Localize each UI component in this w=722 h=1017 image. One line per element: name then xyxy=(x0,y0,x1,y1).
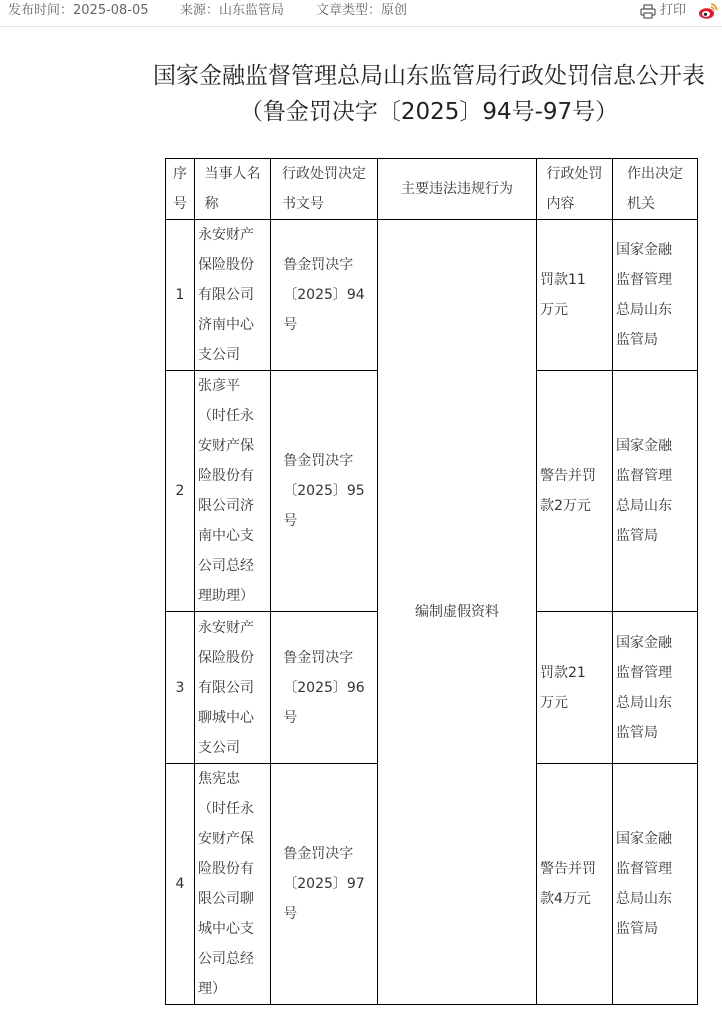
cell-seq xyxy=(166,220,195,371)
cell-line: 内容 xyxy=(546,196,575,212)
cell-line: 万元 xyxy=(540,302,568,318)
header-seq xyxy=(166,159,195,220)
cell-line: 永安财产 xyxy=(198,227,254,243)
cell-line: 鲁金罚决字 xyxy=(283,649,354,666)
meta-divider xyxy=(0,26,722,27)
cell-line: 监督管理 xyxy=(616,468,672,484)
cell-line: 号 xyxy=(283,513,298,529)
header-violation-label: 主要违法违规行为 xyxy=(401,181,513,197)
cell-line: 安财产保 xyxy=(198,831,254,847)
cell-line: 国家金融 xyxy=(616,634,672,651)
cell-line: 支公司 xyxy=(198,739,240,756)
cell-line: 监督管理 xyxy=(616,664,672,681)
cell-doc-number xyxy=(271,612,378,764)
cell-party xyxy=(195,764,271,1005)
cell-line: 城中心支 xyxy=(198,921,254,937)
cell-line: 款4万元 xyxy=(540,891,591,907)
title-line-1: 国家金融监督管理总局山东监管局行政处罚信息公开表 xyxy=(153,63,705,89)
cell-line: 警告并罚 xyxy=(540,861,596,877)
cell-authority xyxy=(613,612,698,764)
cell-line: 监管局 xyxy=(616,724,658,741)
weibo-icon xyxy=(698,2,718,20)
header-party xyxy=(195,159,271,220)
article-type: 文章类型：原创 xyxy=(316,3,408,18)
cell-line: 总局山东 xyxy=(616,694,672,711)
cell-line: 安财产保 xyxy=(198,438,254,454)
cell-line: （时任永 xyxy=(198,408,254,424)
cell-line: 支公司 xyxy=(198,347,240,363)
print-label: 打印 xyxy=(659,3,686,18)
table-header-row xyxy=(166,159,698,220)
cell-line: 罚款11 xyxy=(540,272,586,288)
printer-icon xyxy=(640,4,656,19)
cell-line: 公司总经 xyxy=(198,558,254,574)
cell-violation xyxy=(378,220,537,1005)
cell-line: 监管局 xyxy=(616,921,658,937)
cell-line: 险股份有 xyxy=(198,861,254,877)
cell-line: 作出决定 xyxy=(627,166,683,182)
cell-line: 理） xyxy=(198,981,226,997)
cell-penalty-content xyxy=(537,371,613,612)
title-line-2: （鲁金罚决字〔2025〕94号-97号） xyxy=(239,99,619,125)
cell-line: 公司总经 xyxy=(198,951,254,967)
cell-doc-number xyxy=(271,764,378,1005)
table-row xyxy=(166,220,698,371)
header-penalty-content xyxy=(537,159,613,220)
cell-line: 有限公司 xyxy=(198,287,254,303)
cell-line: 鲁金罚决字 xyxy=(283,846,354,862)
violation-value: 编制虚假资料 xyxy=(415,604,499,620)
cell-line: 当事人名 xyxy=(204,166,261,182)
cell-line: 鲁金罚决字 xyxy=(283,257,354,273)
cell-line: 保险股份 xyxy=(198,649,254,666)
cell-line: 理助理） xyxy=(198,588,254,604)
cell-line: 焦宪忠 xyxy=(198,771,240,787)
cell-line: 号 xyxy=(283,317,298,333)
cell-line: 行政处罚决定 xyxy=(282,166,366,182)
cell-line: 罚款21 xyxy=(540,664,586,681)
cell-doc-number xyxy=(271,371,378,612)
cell-line: 总局山东 xyxy=(616,498,672,514)
cell-doc-number xyxy=(271,220,378,371)
seq-value: 3 xyxy=(175,679,185,696)
cell-party xyxy=(195,220,271,371)
cell-authority xyxy=(613,220,698,371)
cell-line: 国家金融 xyxy=(616,438,672,454)
cell-line: 序 xyxy=(173,166,187,182)
cell-line: （时任永 xyxy=(198,801,254,817)
cell-line: 监管局 xyxy=(616,528,658,544)
cell-line: 警告并罚 xyxy=(540,468,596,484)
cell-line: 限公司济 xyxy=(198,498,254,514)
cell-line: 有限公司 xyxy=(198,679,254,696)
cell-line: 国家金融 xyxy=(616,242,672,258)
article-source: 来源：山东监管局 xyxy=(180,3,285,18)
cell-line: 聊城中心 xyxy=(198,709,254,726)
header-authority xyxy=(613,159,698,220)
seq-value: 2 xyxy=(175,483,185,499)
cell-authority xyxy=(613,371,698,612)
cell-line: 监督管理 xyxy=(616,272,672,288)
cell-line: 南中心支 xyxy=(198,528,254,544)
cell-line: 永安财产 xyxy=(198,619,254,636)
cell-penalty-content xyxy=(537,764,613,1005)
seq-value: 1 xyxy=(175,287,185,303)
cell-line: 〔2025〕94 xyxy=(283,287,365,303)
cell-line: 〔2025〕97 xyxy=(283,876,365,892)
cell-line: 号 xyxy=(283,906,298,922)
cell-line: 款2万元 xyxy=(540,498,591,514)
penalty-table xyxy=(165,158,698,1005)
cell-line: 总局山东 xyxy=(616,302,672,318)
cell-seq xyxy=(166,371,195,612)
cell-line: 机关 xyxy=(627,196,655,212)
article-meta-bar xyxy=(0,0,722,26)
seq-value: 4 xyxy=(175,876,185,892)
cell-line: 〔2025〕95 xyxy=(283,483,365,499)
cell-line: 行政处罚 xyxy=(546,166,603,182)
cell-penalty-content xyxy=(537,220,613,371)
cell-line: 号 xyxy=(283,709,298,726)
cell-line: 总局山东 xyxy=(616,891,672,907)
cell-line: 限公司聊 xyxy=(198,891,254,907)
cell-line: 号 xyxy=(173,196,187,212)
cell-line: 鲁金罚决字 xyxy=(283,453,354,469)
cell-penalty-content xyxy=(537,612,613,764)
cell-authority xyxy=(613,764,698,1005)
cell-line: 万元 xyxy=(540,694,568,711)
page-title xyxy=(0,58,722,130)
cell-line: 国家金融 xyxy=(616,831,672,847)
cell-seq xyxy=(166,764,195,1005)
cell-party xyxy=(195,612,271,764)
share-weibo-button[interactable] xyxy=(698,2,718,20)
print-button[interactable] xyxy=(640,0,686,22)
cell-seq xyxy=(166,612,195,764)
cell-line: 险股份有 xyxy=(198,468,254,484)
cell-line: 济南中心 xyxy=(198,317,254,333)
publish-date: 发布时间：2025-08-05 xyxy=(8,3,149,18)
header-violation xyxy=(378,159,537,220)
cell-line: 保险股份 xyxy=(198,257,254,273)
header-doc-number xyxy=(271,159,378,220)
cell-line: 书文号 xyxy=(282,196,324,212)
cell-line: 称 xyxy=(204,196,219,212)
cell-line: 监督管理 xyxy=(616,861,672,877)
cell-line: 张彦平 xyxy=(198,378,240,394)
cell-party xyxy=(195,371,271,612)
cell-line: 监管局 xyxy=(616,332,658,348)
cell-line: 〔2025〕96 xyxy=(283,679,365,696)
